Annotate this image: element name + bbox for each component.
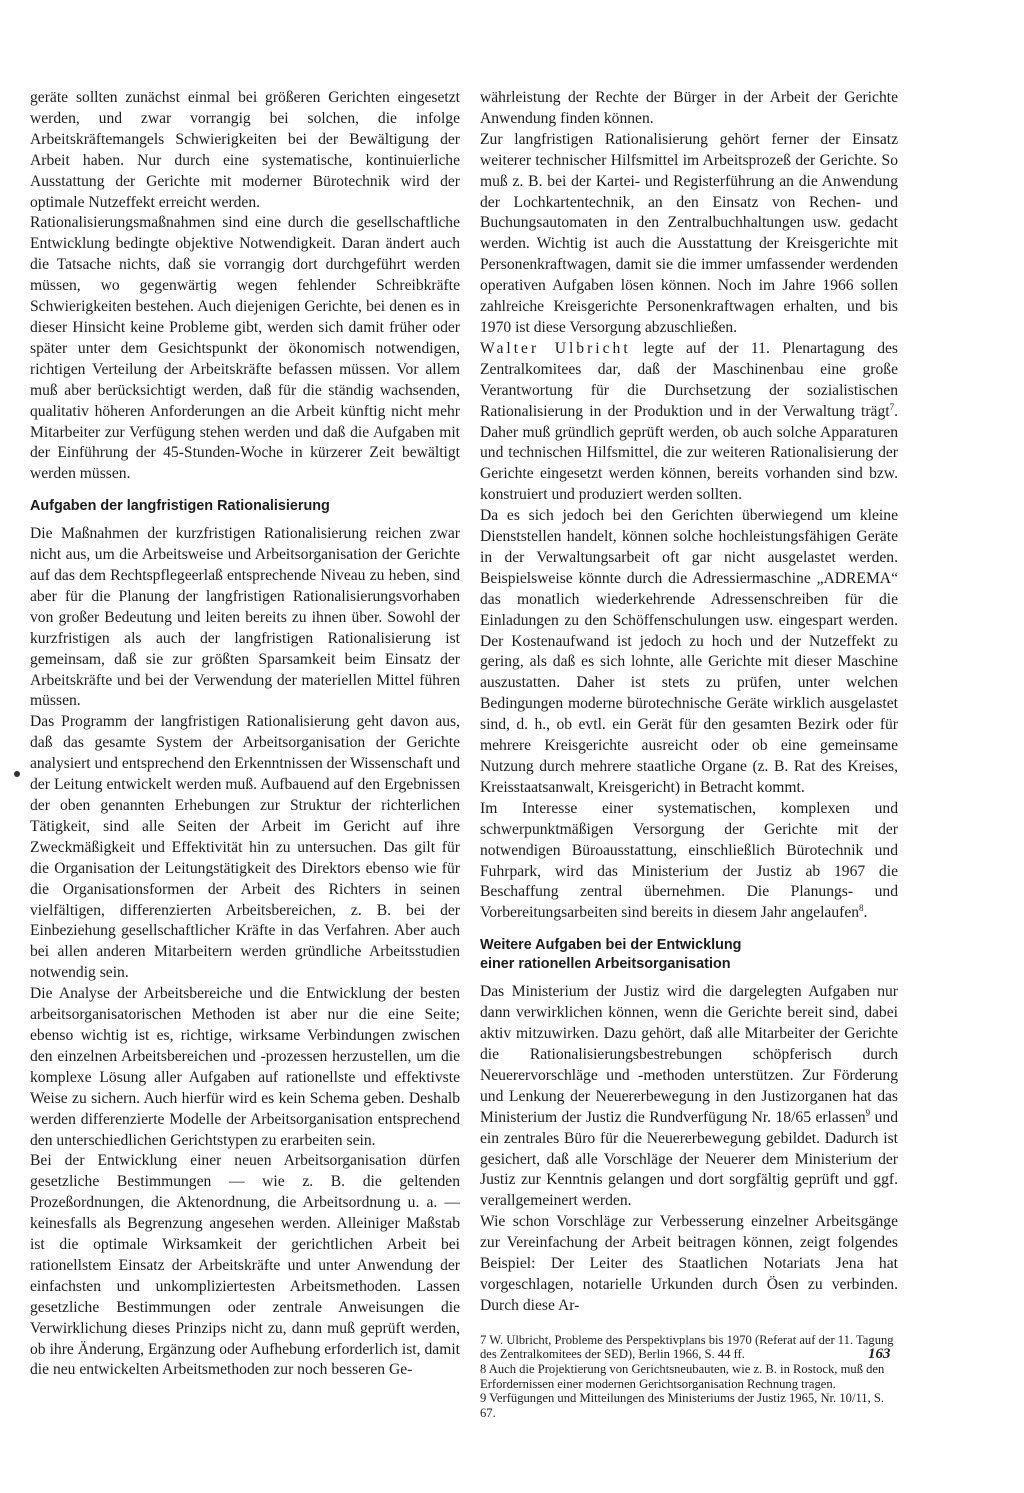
footnotes xyxy=(480,1333,898,1421)
paragraph-text: . Daher muß gründlich geprüft werden, ob auch solche Apparaturen und technischen Hilfsmittel, die zur weiteren Rationalisierung der Gerichte eingesetzt werden können, bereits vorhanden sind bzw. konstruiert und produziert werden sollten. xyxy=(480,402,898,504)
page-number: 163 xyxy=(868,1346,891,1362)
section-heading xyxy=(480,936,898,974)
paragraph: Bei der Entwicklung einer neuen Arbeitsorganisation dürfen gesetzliche Bestimmungen — wie z. B. die geltenden Prozeßordnungen, die Aktenordnung, die Arbeitsordnung u. a. — keinesfalls als Begrenzung angesehen werden. Alleiniger Maßstab ist die optimale Wirksamkeit der gerichtlichen Arbeit bei rationellstem Einsatz der Arbeitskräfte und unter Anwendung der einfachsten und unkompliziertesten Arbeitsmethoden. Lassen gesetzliche Bestimmungen oder zentrale Anweisungen die Verwirklichung dieses Prinzips nicht zu, dann muß geprüft werden, ob ihre Änderung, Ergänzung oder Aufhebung erforderlich ist, damit die neu entwickelten Arbeitsmethoden zur noch besseren Ge- xyxy=(30,1152,460,1379)
paragraph: Da es sich jedoch bei den Gerichten überwiegend um kleine Dienststellen handelt, können solche hochleistungsfähigen Geräte in der Verwaltungsarbeit oft gar nicht ausgelastet werden. Beispielsweise könnte durch die Adressiermaschine „ADREMA“ das monatlich wiederkehrende Adressenschreiben für die Einladungen zu den Schöffenschulungen usw. eingespart werden. Der Kostenaufwand ist jedoch zu hoch und der Nutzeffekt zu gering, als daß es sich lohnte, alle Gerichte mit dieser Maschine auszustatten. Daher ist stets zu prüfen, unter welchen Bedingungen moderne bürotechnische Geräte wirklich ausgelastet sind, d. h., ob evtl. ein Gerät für den gesamten Bezirk oder für mehrere Kreisgerichte ausreicht oder ob eine gemeinsame Nutzung durch mehrere staatliche Organe (z. B. Rat des Kreises, Kreisstaatsanwalt, Kreisgericht) in Betracht kommt. xyxy=(480,507,898,796)
footnote-ref: 8 xyxy=(859,903,864,914)
paragraph: Wie schon Vorschläge zur Verbesserung einzelner Arbeitsgänge zur Vereinfachung der Arbeit beitragen können, zeigt folgendes Beispiel: Der Leiter des Staatlichen Notariats Jena hat vorgeschlagen, notarielle Urkunden durch Ösen zu verbinden. Durch diese Ar- xyxy=(480,1213,898,1314)
spaced-name: Walter Ulbricht xyxy=(480,339,631,357)
margin-dot-mark xyxy=(14,771,20,777)
paragraph-text: Das Ministerium der Justiz wird die dargelegten Aufgaben nur dann verwirklichen können, wenn die Gerichte bereit sind, dabei aktiv mitzuwirken. Dazu gehört, daß alle Mitarbeiter der Gerichte die Rationalisierungsbestrebungen schöpferisch durch Neuerervorschläge und -methoden unterstützen. Zur Förderung und Lenkung der Neuererbewegung in den Justizorganen hat das Ministerium der Justiz die Rundverfügung Nr. 18/65 erlassen xyxy=(480,983,898,1126)
footnote-ref: 9 xyxy=(865,1107,871,1118)
paragraph: Zur langfristigen Rationalisierung gehört ferner der Einsatz weiterer technischer Hilfsmittel im Arbeitsprozeß der Gerichte. So muß z. B. bei der Kartei- und Registerführung an die Anwendung der Lochkartentechnik, an den Einsatz von Rechen- und Buchungsautomaten in den Zentralbuchhaltungen usw. gedacht werden. Wichtig ist auch die Ausstattung der Kreisgerichte mit Personenkraftwagen, damit sie die immer umfassender werdenden operativen Aufgaben lösen können. Noch im Jahre 1966 sollen zahlreiche Kreisgerichte Personenkraftwagen erhalten, und bis 1970 ist diese Versorgung abzuschließen. xyxy=(480,130,898,336)
paragraph: Die Maßnahmen der kurzfristigen Rationalisierung reichen zwar nicht aus, um die Arbeitsweise und Arbeitsorganisation der Gerichte auf das dem Rechtspflegeerlaß entsprechende Niveau zu heben, sind aber für die Planung der langfristigen Rationalisierungsvorhaben von großer Bedeutung und leiten bereits zu ihnen über. Sowohl der kurzfristigen als auch der langfristigen Rationalisierung ist gemeinsam, daß sie zur größten Sparsamkeit beim Einsatz der Arbeitskräfte und bei der Verwendung der materiellen Mittel führen müssen. xyxy=(30,525,460,710)
paragraph-text: Im Interesse einer systematischen, komplexen und schwerpunktmäßigen Versorgung der Gerichte mit der notwendigen Büroausstattung, einschließlich Bürotechnik und Fuhrpark, wird das Ministerium der Justiz ab 1967 die Beschaffung zentral übernehmen. Die Planungs- und Vorbereitungsarbeiten sind bereits in diesem Jahr angelaufen xyxy=(480,799,898,922)
paragraph: währleistung der Rechte der Bürger in der Arbeit der Gerichte Anwendung finden können. xyxy=(480,89,898,127)
left-column xyxy=(30,88,460,1381)
paragraph: Rationalisierungsmaßnahmen sind eine durch die gesellschaftliche Entwicklung bedingte objektive Notwendigkeit. Daran ändert auch die Tatsache nichts, daß sie vorrangig dort durchgeführt werden müssen, wo gegenwärtig wegen fehlender Schreibkräfte Schwierigkeiten bestehen. Auch diejenigen Gerichte, bei denen es in dieser Hinsicht keine Probleme gibt, werden sich damit früher oder später unter dem Gesichtspunkt der ökonomisch notwendigen, richtigen Verteilung der Arbeitskräfte befassen müssen. Vor allem muß aber berücksichtigt werden, daß für die ständig wachsenden, qualitativ höheren Anforderungen an die Arbeit künftig nicht mehr Mitarbeiter zur Verfügung stehen werden und daß die Aufgaben mit der Einführung der 45-Stunden-Woche in kürzerer Zeit bewältigt werden müssen. xyxy=(30,214,460,483)
footnote: 9 Verfügungen und Mitteilungen des Ministeriums der Justiz 1965, Nr. 10/11, S. 67. xyxy=(480,1391,885,1420)
footnote: 7 W. Ulbricht, Probleme des Perspektivplans bis 1970 (Referat auf der 11. Tagung des Zentralkomitees der SED), Berlin 1966, S. 44 ff. xyxy=(480,1332,894,1362)
section-heading: Aufgaben der langfristigen Rationalisierung xyxy=(30,498,330,515)
paragraph-text: . xyxy=(863,904,868,922)
paragraph-text: und ein zentrales Büro für die Neuererbewegung gebildet. Dadurch ist gesichert, daß alle Vorschläge der Neuerer dem Ministerium der Justiz zur Kenntnis gelangen und dort sorgfältig geprüft und ggf. verallgemeinert werden. xyxy=(480,1108,898,1210)
heading-line: einer rationellen Arbeitsorganisation xyxy=(480,956,731,973)
paragraph-text: legte auf der 11. Plenartagung des Zentralkomitees dar, daß der Maschinenbau eine große Verantwortung für die Durchsetzung der sozialistischen Rationalisierung in der Produktion und in der Verwaltung trägt xyxy=(480,339,898,420)
heading-line: Weitere Aufgaben bei der Entwicklung xyxy=(480,937,742,954)
paragraph xyxy=(480,799,898,924)
paragraph xyxy=(480,982,898,1212)
footnote-ref: 7 xyxy=(889,401,895,412)
paragraph xyxy=(480,339,898,506)
paragraph: Das Programm der langfristigen Rationalisierung geht davon aus, daß das gesamte System der Arbeitsorganisation der Gerichte analysiert und entsprechend den Erkenntnissen der Wissenschaft und der Leitung entwickelt werden muß. Aufbauend auf den Ergebnissen der oben genannten Erhebungen zur Struktur der richterlichen Tätigkeit, sind alle Seiten der Arbeit im Gericht auf ihre Zweckmäßigkeit und Effektivität hin zu untersuchen. Das gilt für die Organisation der Leitungstätigkeit des Direktors ebenso wie für die Organisationsformen der Arbeit des Richters in seinen vielfältigen, differenzierten Arbeitsbereichen, z. B. bei der Einbeziehung gesellschaftlicher Kräfte in das Verfahren. Aber auch bei allen anderen Mitarbeitern werden gründliche Arbeitsstudien notwendig sein. xyxy=(30,713,460,982)
paragraph: Die Analyse der Arbeitsbereiche und die Entwicklung der besten arbeitsorganisatorischen Methoden ist aber nur die eine Seite; ebenso wichtig ist es, richtige, wirksame Verbindungen zwischen den einzelnen Arbeitsbereichen und -prozessen herzustellen, um die komplexe Lösung aller Aufgaben auf rationellste und effektivste Weise zu sichern. Auch hierfür wird es kein Schema geben. Deshalb werden differenzierte Modelle der Arbeitsorganisation entsprechend den unterschiedlichen Gerichtstypen zu erarbeiten sein. xyxy=(30,985,460,1149)
footnote: 8 Auch die Projektierung von Gerichtsneubauten, wie z. B. in Rostock, muß den Erfordernissen einer modernen Gerichtsorganisation Rechnung tragen. xyxy=(480,1361,885,1391)
right-column xyxy=(480,88,898,1420)
paragraph: geräte sollten zunächst einmal bei größeren Gerichten eingesetzt werden, und zwar vorrangig bei solchen, die infolge Arbeitskräftemangels Schwierigkeiten bei der Bewältigung der Arbeit haben. Nur durch eine systematische, kontinuierliche Ausstattung der Gerichte mit moderner Bürotechnik wird der optimale Nutzeffekt erreicht werden. xyxy=(30,89,460,211)
